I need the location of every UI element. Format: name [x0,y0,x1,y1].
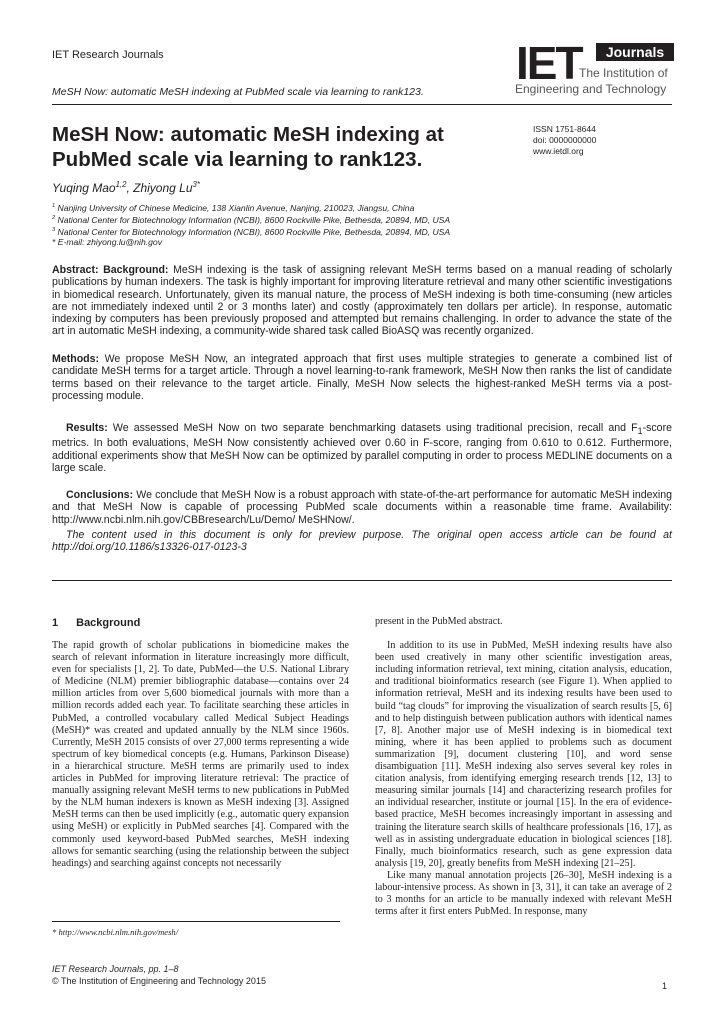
abstract-conclusions [52,489,672,526]
section-title: Background [76,617,141,629]
article-title: MeSH Now: automatic MeSH indexing at PubMed scale via learning to rank123. [52,123,444,171]
issn: ISSN 1751-8644 [533,124,596,134]
body-column-right [375,616,672,918]
corresponding-email: * E-mail: zhiyong.lu@nih.gov [52,237,162,247]
results-subscript: 1 [637,426,643,437]
body-column-left [52,640,349,870]
journal-name: IET Research Journals [52,49,164,61]
results-text: We assessed MeSH Now on two separate benchmarking datasets using traditional precision, recall and F [112,422,638,434]
methods-text: We propose MeSH Now, an integrated approach that first uses multiple strategies to generate a combined list of candidate MeSH terms for a target article. Through a novel learning-to-rank framework, MeSH Now then ranks the list of candidate terms based on their relevance to the target article. Finally, MeSH Now selects the highest-ranked MeSH terms via a post-processing module. [52,353,673,402]
background-label: Abstract: Background: [52,264,169,276]
logo-line-2: Engineering and Technology [515,82,667,96]
header-divider [52,104,672,105]
author-name: Zhiyong Lu [133,181,193,195]
affiliation [52,213,450,226]
conclusions-label: Conclusions: [66,489,134,501]
body-paragraph: present in the PubMed abstract. [375,616,503,627]
issn-block [533,124,596,157]
section-number: 1 [52,617,59,629]
abstract-background [52,264,672,338]
author-separator: , [126,181,134,195]
affiliation-sup: 2 [52,215,56,221]
doi: doi: 0000000000 [533,135,597,145]
body-paragraph: Like many manual annotation projects [26–30], MeSH indexing is a labour-intensive process. As shown in [3, 31], it can take an average of 2 to 3 months for an article to be manually indexed with relevant MeSH terms after it first enters PubMed. In response, many [375,869,672,918]
footer-citation [52,964,179,974]
abstract-results [52,422,672,474]
author-affil-sup: 1,2 [115,180,127,189]
author-name: Yuqing Mao [52,181,116,195]
body-paragraph: In addition to its use in PubMed, MeSH indexing results have also been used creatively in many other scientific investigation areas, including information retrieval, text mining, citation analysis, education, and traditional bioinformatics research (see Figure 1). When applied to information retrieval, MeSH and its indexing results have been used to build “tag clouds” for improving the visualization of search results [5, 6] and to help distinguish between publication authors with identical names [7, 8]. Another major use of MeSH indexing is in biomedical text mining, where it has been applied to problems such as document summarization [9], document clustering [10], and word sense disambiguation [11]. MeSH indexing also serves several key roles in citation analysis, from identifying emerging research trends [12, 13] to measuring similar journals [14] and characterizing research profiles for an individual researcher, institute or journal [15]. In the era of evidence-based practice, MeSH becomes increasingly important in assessing and training the literature search skills of healthcare professionals [16, 17], as well as in assisting undergraduate education in biological sciences [18]. Finally, much bioinformatics research, such as gene expression data analysis [19, 20], greatly benefits from MeSH indexing [21–25]. [375,640,672,869]
results-label: Results: [66,422,108,434]
body-paragraph: The rapid growth of scholar publications in biomedicine makes the search of relevant information in literature increasingly more difficult, even for specialists [1, 2]. To date, PubMed—the U.S. National Library of Medicine (NLM) premier bibliographic database—contains over 24 million articles from over 5,600 biomedical journals with more than a million records added each year. To facilitate searching these articles in PubMed, a controlled vocabulary called Medical Subject Headings (MeSH)* was created and updated annually by the NLM since 1960s. Currently, MeSH 2015 consists of over 27,000 terms representing a wide spectrum of key biomedical concepts (e.g. Humans, Parkinson Disease) in a hierarchical structure. MeSH terms are primarily used to index articles in PubMed for improving literature retrieval: The practice of manually assigning relevant MeSH terms to new publications in PubMed by the NLM human indexers is known as MeSH indexing [3]. Assigned MeSH terms can then be used implicitly (e.g., automatic query expansion using MeSH) or explicitly in PubMed searches [4]. Compared with the commonly used keyword-based PubMed searches, MeSH indexing allows for semantic searching (using the relationship between the subject headings) and searching against concepts not necessarily [52,640,349,869]
results-text-cont: -score metrics. In both evaluations, MeSH Now consistently achieved over 0.60 in F-score, ranging from 0.610 to 0.612. Furthermore, additional experiments show that MeSH Now can be optimized by parallel computing in order to process MEDLINE documents on a large scale. [52,422,672,474]
preview-note: The content used in this document is only for preview purpose. The original open access article can be found at http://doi.org/10.1186/s13326-017-0123-3 [52,529,672,554]
affiliation-text: Nanjing University of Chinese Medicine, 138 Xianlin Avenue, Nanjing, 210023, Jiangsu, China [57,202,415,213]
methods-label: Methods: [52,353,100,365]
affiliation [52,225,450,238]
background-text: MeSH indexing is the task of assigning relevant MeSH terms based on a manual reading of scholarly publications by human indexers. The task is highly important for improving literature retrieval and many other scientific investigations in biomedical research. Unfortunately, given its manual nature, the process of MeSH indexing is both time-consuming (new articles are not immediately indexed until 2 or 3 months later) and costly (approximately ten dollars per article). In response, automatic indexing by computers has been previously proposed and attempted but remains challenging. In order to advance the state of the art in automatic MeSH indexing, a community-wide shared task called BioASQ was recently organized. [52,264,672,338]
affiliation [52,201,414,214]
affiliation-sup: 1 [52,203,56,209]
conclusions-text: We conclude that MeSH Now is a robust approach with state-of-the-art performance for automatic MeSH indexing and that MeSH Now is capable of processing PubMed scale documents within a reasonable time frame. Availability: http://www.ncbi.nlm.nih.gov/CBBresearch/Lu/Demo/ MeSHNow/. [52,489,672,526]
footnote: * http://www.ncbi.nlm.nih.gov/mesh/ [52,927,179,937]
abstract-methods [52,353,672,402]
page-number: 1 [662,981,668,991]
footer-citation-text: IET Research Journals, pp. 1–8 [52,964,179,974]
running-title: MeSH Now: automatic MeSH indexing at PubMed scale via learning to rank123. [52,86,424,98]
iet-logo [515,37,674,102]
footer-copyright: © The Institution of Engineering and Technology 2015 [52,976,266,986]
abstract-divider [52,580,672,581]
affiliation-text: National Center for Biotechnology Information (NCBI), 8600 Rockville Pike, Bethesda, 20894, MD, USA [57,214,451,225]
affiliation-text: National Center for Biotechnology Information (NCBI), 8600 Rockville Pike, Bethesda, 20894, MD, USA [57,226,451,237]
affiliation-sup: 3 [52,227,56,233]
journals-badge: Journals [596,43,674,61]
journal-site: www.ietdl.org [533,146,584,156]
author-affil-sup: 3* [192,180,200,189]
authors [52,180,200,195]
logo-line-1: The Institution of [579,66,668,80]
section-heading [52,617,140,629]
iet-logo-mark: IET [516,37,582,89]
footnote-divider [52,921,340,922]
